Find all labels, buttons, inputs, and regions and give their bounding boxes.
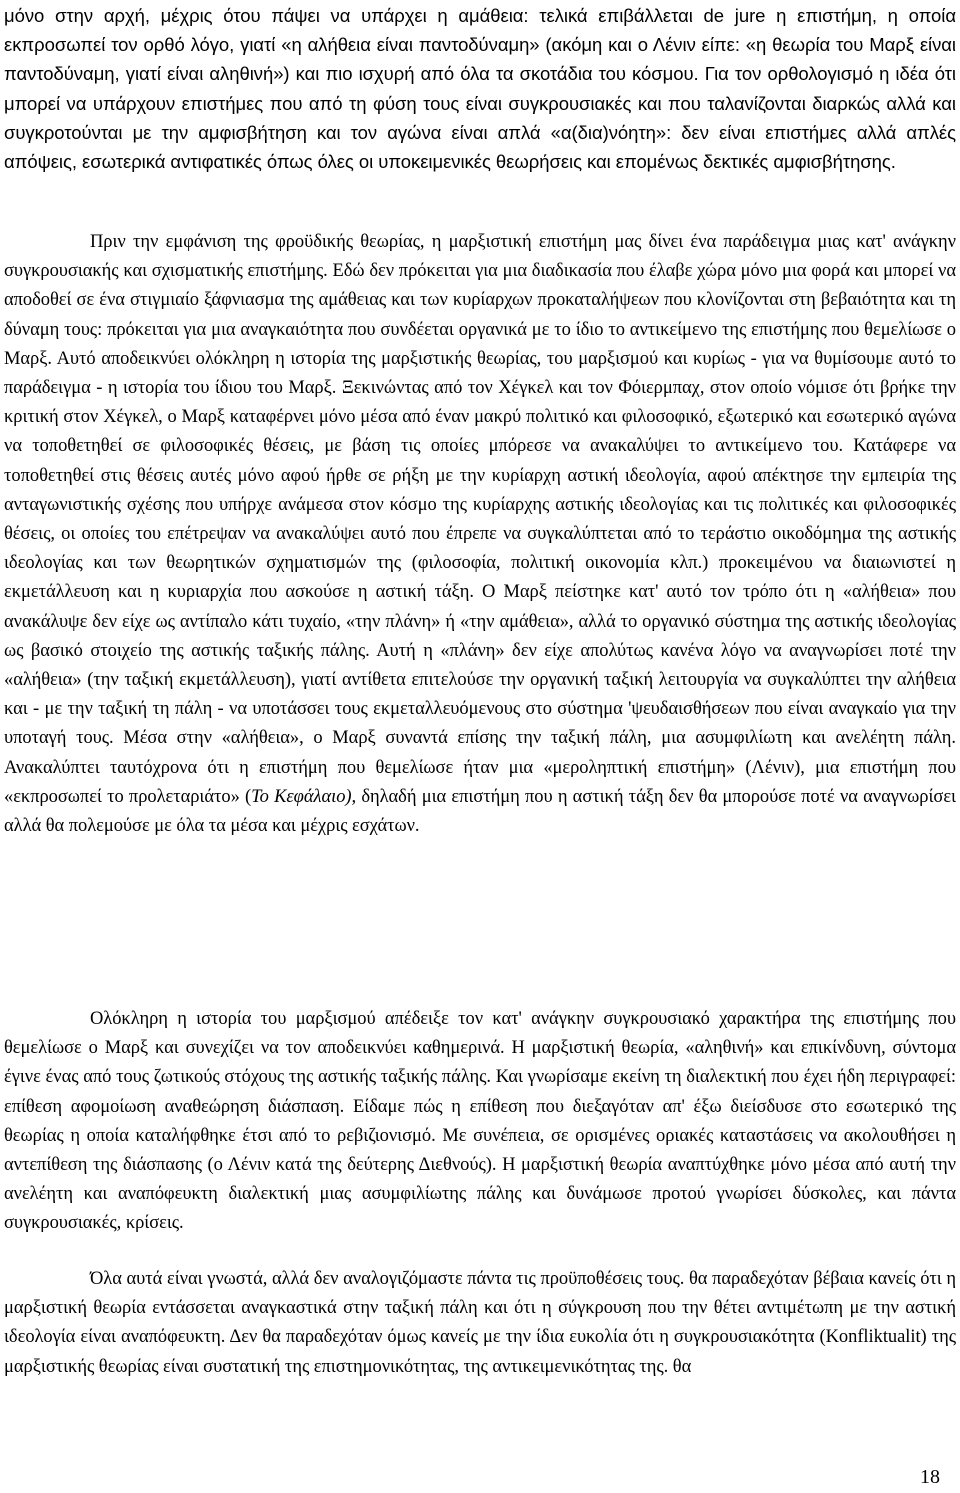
paragraph-marxist-science xyxy=(4,228,956,841)
page-number: 18 xyxy=(920,1466,940,1488)
paragraph-text: Ολόκληρη η ιστορία του μαρξισμού απέδειξε τον κατ' ανάγκην συγκρουσιακό χαρακτήρα της επιστήμης που θεμελίωσε ο Μαρξ και συνεχίζει να τον αποδεικνύει καθημερινά. Η μαρξιστική θεωρία, «αληθινή» και επικίνδυνη, σύντομα έγινε ένας από τους ζωτικούς στόχους της αστικής ταξικής πάλης. Και γνωρίσαμε εκείνη τη διαλεκτική που έχει ήδη περιγραφεί: επίθεση αφομοίωση αναθεώρηση διάσπαση. Είδαμε πώς η επίθεση που διεξαγόταν απ' έξω διείσδυσε στο εσωτερικό της θεωρίας η οποία καταλήφθηκε έτσι από το ρεβιζιονισμό. Με συνέπεια, σε ορισμένες οριακές καταστάσεις να ακολουθήσει η αντεπίθεση της διάσπασης (ο Λένιν κατά της δεύτερης Διεθνούς). Η μαρξιστική θεωρία αναπτύχθηκε μόνο μέσα από αυτή την ανελέητη και αναπόφευκτη διαλεκτική μιας ασυμφιλίωτης πάλης και δυνάμωσε προτού γνωρίσει δύσκολες, και πάντα συγκρουσιακές, κρίσεις. xyxy=(4,1009,956,1234)
paragraph-text: Πριν την εμφάνιση της φροϋδικής θεωρίας, η μαρξιστική επιστήμη μας δίνει ένα παράδειγμα μιας κατ' ανάγκην συγκρουσιακής και σχισματικής επιστήμης. Εδώ δεν πρόκειται για μια διαδικασία που έλαβε χώρα μόνο μια φορά και μπορεί να αποδοθεί σε ένα στιγμιαίο ξάφνιασμα της αμάθειας και των κυρίαρχων προκαταλήψεων που κλονίζονται στη βεβαιότητα και τη δύναμη τους: πρόκειται για μια αναγκαιότητα που συνδέεται οργανικά με το ίδιο το αντικείμενο της επιστήμης που θεμελίωσε ο Μαρξ. Αυτό αποδεικνύει ολόκληρη η ιστορία της μαρξιστικής θεωρίας, του μαρξισμού και κυρίως - για να θυμίσουμε αυτό το παράδειγμα - η ιστορία του ίδιου του Μαρξ. Ξεκινώντας από τον Χέγκελ και τον Φόιερμπαχ, στον οποίο νόμισε ότι βρήκε την κριτική στον Χέγκελ, ο Μαρξ καταφέρνει μόνο μέσα από έναν μακρύ πολιτικό και φιλοσοφικό, εξωτερικό και εσωτερικό αγώνα να τοποθετηθεί σε φιλοσοφικές θέσεις, με βάση τις οποίες μπόρεσε να ανακαλύψει το αντικείμενο του. Κατάφερε να τοποθετηθεί στις θέσεις αυτές μόνο αφού ήρθε σε ρήξη με την κυρίαρχη αστική ιδεολογία, αφού απέκτησε την εμπειρία της ανταγωνιστικής σχέσης που υπήρχε ανάμεσα στον κόσμο της κυρίαρχης αστικής ιδεολογίας και τις πολιτικές και φιλοσοφικές θέσεις, οι οποίες του επέτρεψαν να ανακαλύψει αυτό που έπρεπε να συγκαλύπτεται από το τεράστιο οικοδόμημα της αστικής ιδεολογίας και των θεωρητικών σχηματισμών της (φιλοσοφία, πολιτική οικονομία κλπ.) προκειμένου να διαιωνιστεί η εκμετάλλευση και η κυριαρχία που ασκούσε η αστική τάξη. Ο Μαρξ πείστηκε κατ' αυτό τον τρόπο ότι η «αλήθεια» που ανακάλυψε δεν είχε ως αντίπαλο κάτι τυχαίο, «την πλάνη» ή «την αμάθεια», αλλά το οργανικό σύστημα της αστικής ιδεολογίας ως βασικό στοιχείο της αστικής ταξικής πάλης. Αυτή η «πλάνη» δεν είχε απολύτως κανένα λόγο να αναγνωρίσει ποτέ την «αλήθεια» (την ταξική εκμετάλλευση), γιατί αντίθετα επιτελούσε την οργανική ταξική λειτουργία να συγκαλύπτει την αλήθεια και - με την ταξική τη πάλη - να υποτάσσει τους εκμεταλλευόμενους στο σύστημα 'ψευδαισθήσεων που είναι αναγκαίο για την υποταγή τους. Μέσα στην «αλήθεια», ο Μαρξ συναντά επίσης την ταξική πάλη, μια ασυμφιλίωτη και ανελέητη πάλη. Ανακαλύπτει ταυτόχρονα ότι η επιστήμη που θεμελίωσε ήταν μια «μεροληπτική επιστήμη» (Λένιν), μια επιστήμη που «εκπροσωπεί το προλεταριάτο» ( xyxy=(4,232,956,807)
paragraph-text: δηλαδή μια επιστήμη που η αστική τάξη δεν θα μπορούσε ποτέ να αναγνωρίσει αλλά θα πολεμούσε με όλα τα μέσα και μέχρις εσχάτων. xyxy=(4,786,956,837)
paragraph-conflictuality xyxy=(4,1265,956,1382)
paragraph-text: Όλα αυτά είναι γνωστά, αλλά δεν αναλογιζόμαστε πάντα τις προϋποθέσεις τους. θα παραδεχόταν βέβαια κανείς ότι η μαρξιστική θεωρία εντάσσεται αναγκαστικά στην ταξική πάλη και ότι η σύγκρουση που την θέτει αντιμέτωπη με την αστική ιδεολογία είναι αναπόφευκτη. Δεν θα παραδεχόταν όμως κανείς με την ίδια ευκολία ότι η συγκρουσιακότητα (Konfliktualit) της μαρξιστικής θεωρίας είναι συστατική της επιστημονικότητας, της αντικειμενικότητας της. θα xyxy=(4,1269,956,1377)
paragraph-continuation xyxy=(4,1,956,176)
italic-reference: Το Κεφάλαιο), xyxy=(251,786,357,807)
paragraph-history-of-marxism xyxy=(4,1005,956,1239)
paragraph-text: μόνο στην αρχή, μέχρις ότου πάψει να υπάρχει η αμάθεια: τελικά επιβάλλεται de jure η επιστήμη, η οποία εκπροσωπεί τον ορθό λόγο, γιατί «η αλήθεια είναι παντοδύναμη» (ακόμη και ο Λένιν είπε: «η θεωρία του Μαρξ είναι παντοδύναμη, γιατί είναι αληθινή») και πιο ισχυρή από όλα τα σκοτάδια του κόσμου. Για τον ορθολογισμό η ιδέα ότι μπορεί να υπάρχουν επιστήμες που από τη φύση τους είναι συγκρουσιακές και που ταλανίζονται διαρκώς αλλά και συγκροτούνται με την αμφισβήτηση και τον αγώνα είναι απλά «α(δια)νόητη»: δεν είναι επιστήμες αλλά απλές απόψεις, εσωτερικά αντιφατικές όπως όλες οι υποκειμενικές θεωρήσεις και επομένως δεκτικές αμφισβήτησης. xyxy=(4,5,956,173)
